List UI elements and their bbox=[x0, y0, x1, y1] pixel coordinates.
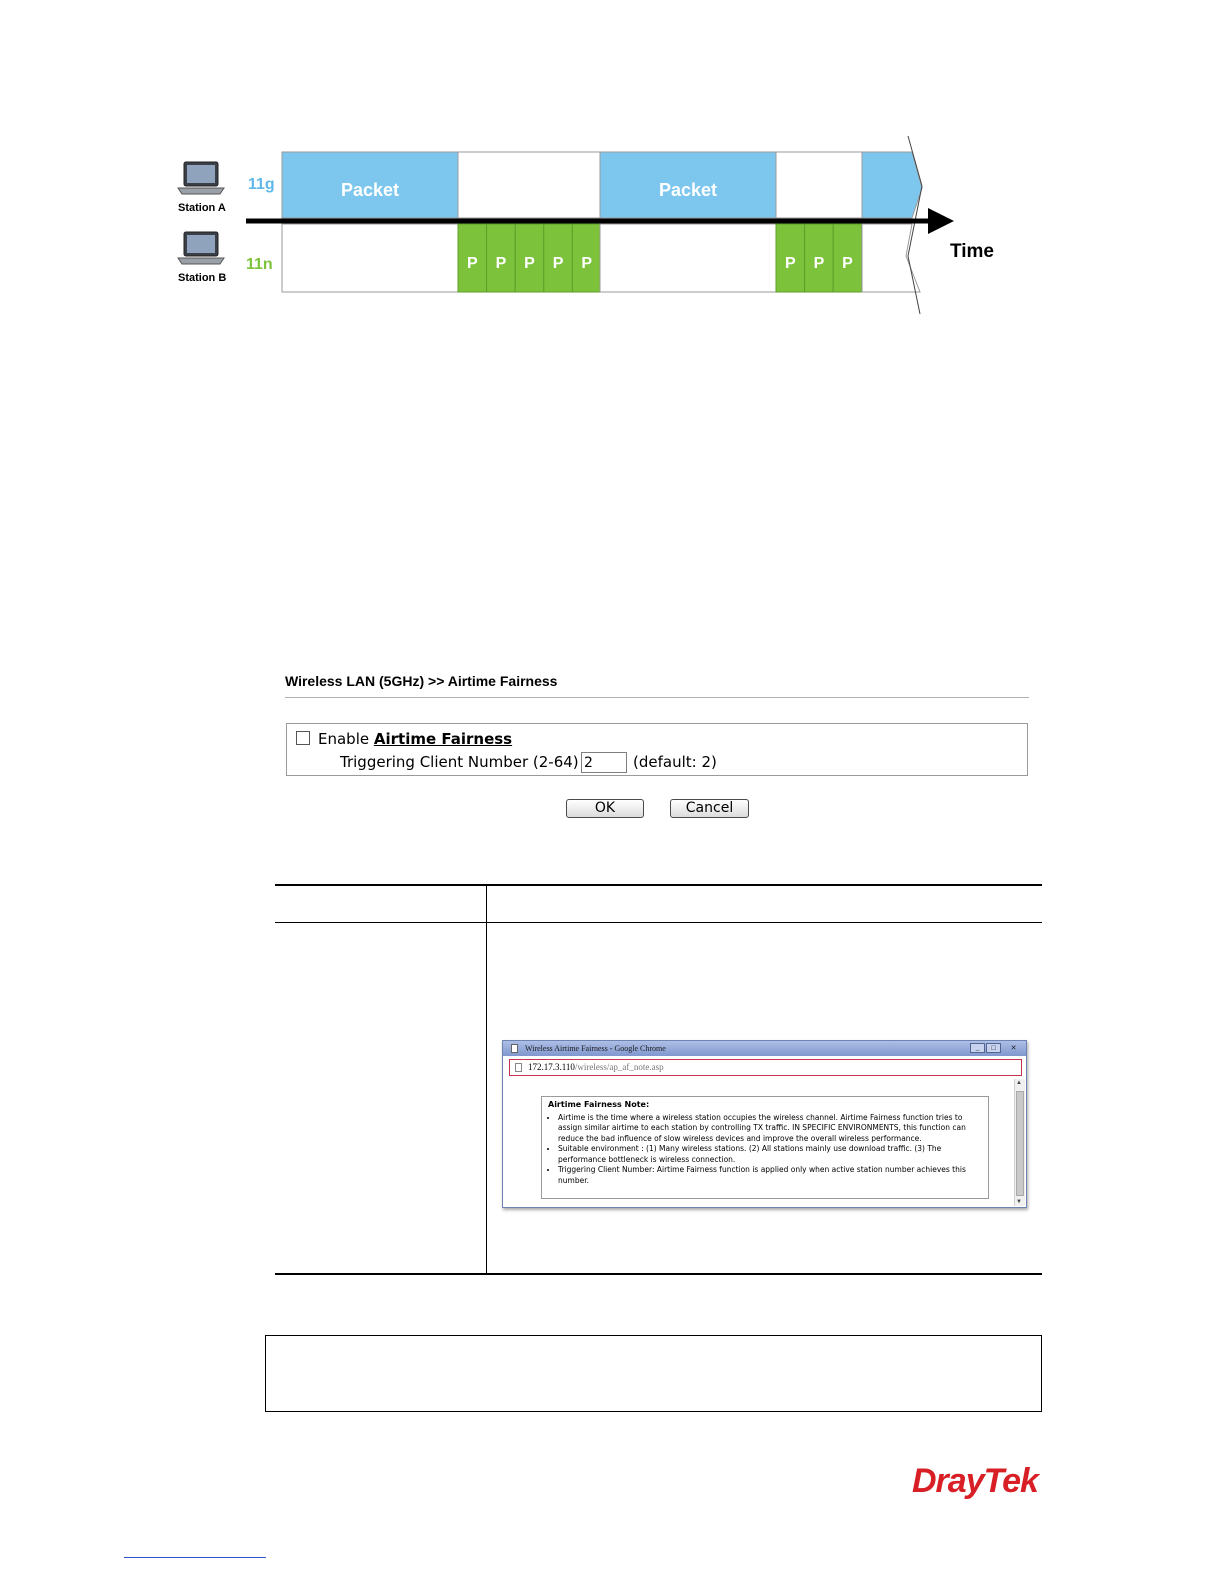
note-bullet-list bbox=[548, 1113, 982, 1187]
close-icon[interactable]: ✕ bbox=[1010, 1044, 1017, 1052]
popup-address-bar[interactable] bbox=[509, 1059, 1022, 1076]
note-box bbox=[265, 1335, 1042, 1412]
note-bullet-3: • Triggering Client Number: Airtime Fairness function is applied only when active station number achieves this number. bbox=[558, 1165, 982, 1186]
page-breadcrumb: Wireless LAN (5GHz) >> Airtime Fairness bbox=[285, 673, 558, 689]
scroll-up-icon[interactable]: ▲ bbox=[1016, 1080, 1022, 1086]
small-packet-group-2 bbox=[776, 224, 862, 292]
laptop-icon-station-a bbox=[178, 162, 224, 194]
note-bullet-1: • Airtime is the time where a wireless station occupies the wireless channel. Airtime Fairness function tries to assign similar airtime to each station by controlling TX traffic. IN SPECIFIC ENVIRONMENTS, this function can reduce the bad influence of slow wireless devices and improve the overall wireless performance. bbox=[558, 1113, 982, 1145]
maximize-icon[interactable]: □ bbox=[986, 1043, 1001, 1053]
airtime-timing-diagram bbox=[160, 130, 1040, 330]
popup-title-bar bbox=[503, 1041, 1026, 1056]
small-packet-group-1 bbox=[458, 224, 601, 292]
scroll-down-icon[interactable]: ▼ bbox=[1016, 1199, 1022, 1205]
idle-block-1 bbox=[458, 152, 600, 218]
popup-url-path: /wireless/ap_af_note.asp bbox=[574, 1062, 664, 1072]
breadcrumb-divider bbox=[285, 697, 1029, 698]
idle-block-5 bbox=[862, 224, 920, 292]
table-header-rule bbox=[275, 922, 1042, 923]
triggering-client-number-input[interactable] bbox=[581, 752, 627, 773]
packet-block-3 bbox=[862, 152, 922, 218]
note-title: Airtime Fairness Note: bbox=[548, 1100, 650, 1109]
triggering-client-label: Triggering Client Number (2-64) bbox=[340, 753, 579, 771]
band-b-label: 11n bbox=[246, 256, 273, 273]
packet-label-1: Packet bbox=[340, 180, 400, 200]
small-packet-label: P bbox=[552, 255, 564, 272]
small-packet-label: P bbox=[495, 255, 507, 272]
enable-airtime-fairness-checkbox[interactable] bbox=[296, 731, 310, 745]
small-packet-label: P bbox=[466, 255, 478, 272]
page-icon bbox=[515, 1063, 522, 1072]
ok-button[interactable]: OK bbox=[566, 799, 644, 818]
popup-url-host: 172.17.3.110 bbox=[528, 1062, 575, 1072]
minimize-icon[interactable]: _ bbox=[970, 1043, 985, 1053]
table-column-divider bbox=[486, 885, 487, 1274]
page-icon bbox=[511, 1044, 518, 1053]
band-a-label: 11g bbox=[248, 176, 275, 193]
airtime-note-popup-window bbox=[502, 1040, 1027, 1208]
popup-scrollbar[interactable] bbox=[1014, 1079, 1025, 1206]
time-axis-arrow-icon bbox=[928, 208, 954, 234]
airtime-fairness-note-link[interactable]: Airtime Fairness bbox=[373, 730, 513, 748]
popup-window-title: Wireless Airtime Fairness - Google Chrome bbox=[525, 1044, 666, 1053]
footer-link-underline bbox=[124, 1557, 266, 1558]
laptop-icon-station-b bbox=[178, 232, 224, 264]
small-packet-label: P bbox=[784, 255, 796, 272]
triggering-client-default-hint: (default: 2) bbox=[633, 753, 717, 771]
small-packet-label: P bbox=[524, 255, 535, 272]
table-bottom-rule bbox=[275, 1273, 1042, 1275]
packet-label-2: Packet bbox=[658, 180, 718, 200]
cancel-button[interactable]: Cancel bbox=[670, 799, 749, 818]
idle-block-3 bbox=[282, 224, 458, 292]
time-axis-label: Time bbox=[950, 241, 995, 262]
scrollbar-thumb[interactable] bbox=[1016, 1091, 1024, 1196]
popup-url bbox=[528, 1060, 664, 1075]
table-top-rule bbox=[275, 884, 1042, 886]
small-packet-label: P bbox=[842, 255, 853, 272]
idle-block-4 bbox=[600, 224, 776, 292]
enable-airtime-fairness-label bbox=[318, 730, 512, 748]
station-b-label: Station B bbox=[178, 272, 227, 284]
enable-prefix: Enable bbox=[318, 730, 370, 748]
timing-diagram-svg bbox=[160, 130, 1040, 330]
small-packet-label: P bbox=[813, 255, 825, 272]
note-bullet-2: • Suitable environment : (1) Many wireless stations. (2) All stations mainly use download traffic. (3) The performance bottleneck is wireless connection. bbox=[558, 1144, 982, 1165]
station-a-label: Station A bbox=[178, 202, 226, 214]
airtime-note-content bbox=[541, 1096, 989, 1199]
small-packet-label: P bbox=[581, 255, 593, 272]
draytek-logo: DrayTek bbox=[912, 1462, 1038, 1500]
idle-block-2 bbox=[776, 152, 862, 218]
